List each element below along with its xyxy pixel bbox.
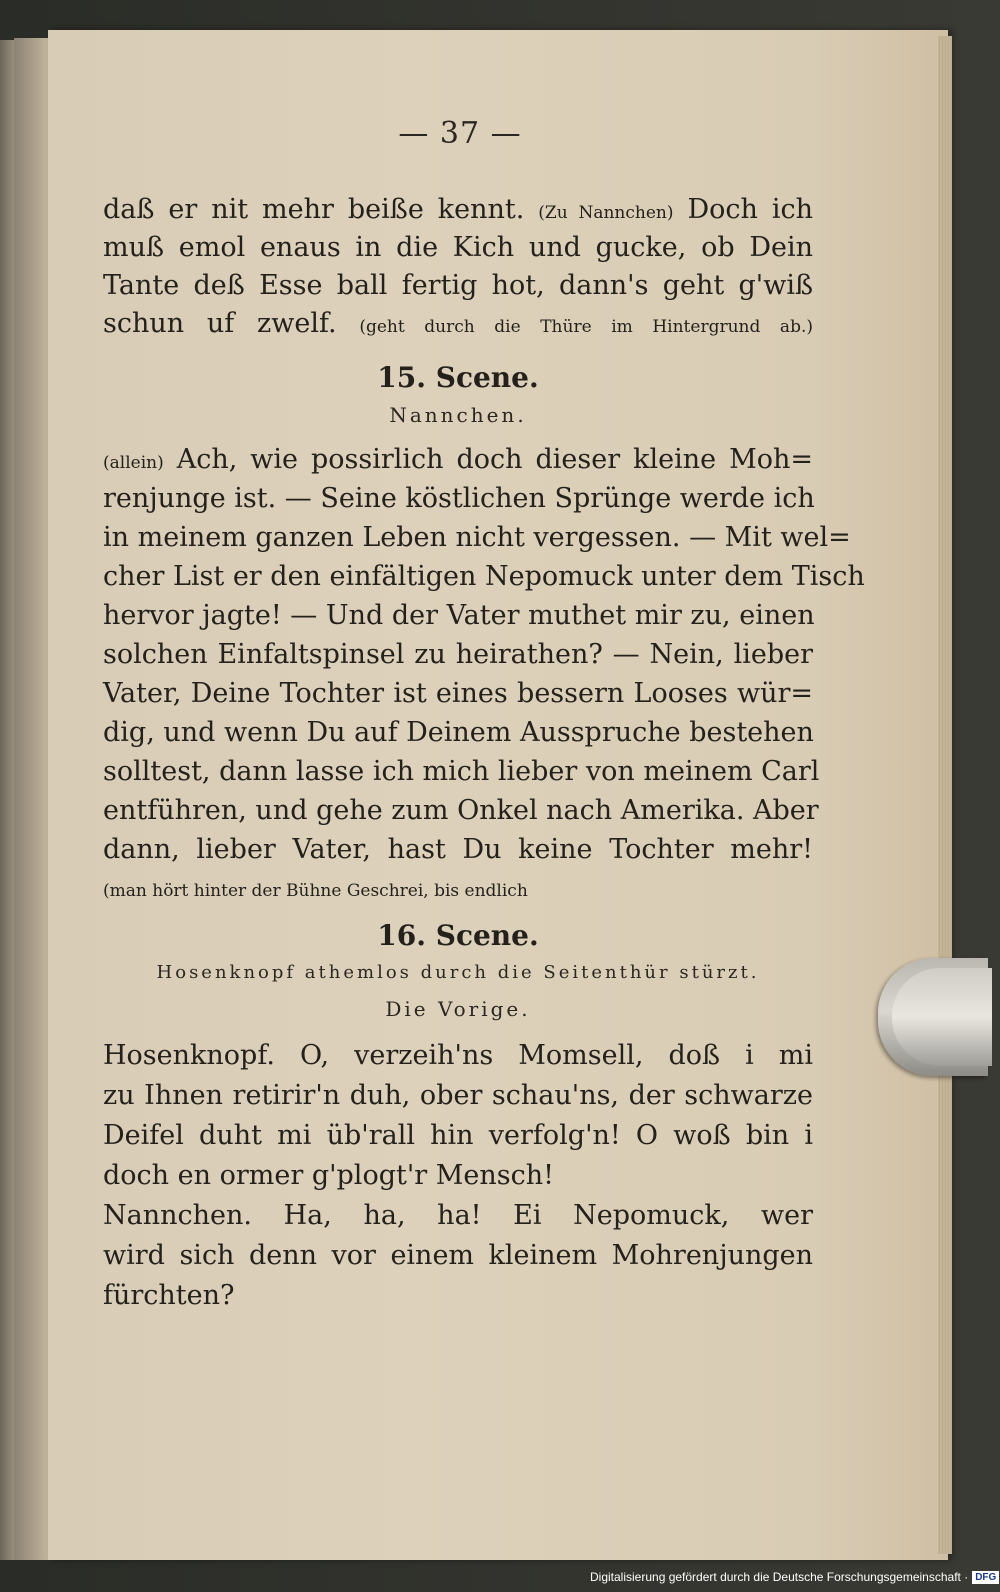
scene-heading: 16. Scene. [377, 919, 539, 952]
text-line: cher List er den einfältigen Nepomuck unter dem Tisch [103, 561, 865, 592]
digitization-credit [590, 1566, 997, 1588]
text-line: daß er nit mehr beiße kennt. (Zu Nannchen) Doch ich [103, 194, 813, 225]
text-line: in meinem ganzen Leben nicht vergessen. — Mit wel= [103, 522, 851, 553]
text-line: Tante deß Esse ball fertig hot, dann's geht g'wiß [103, 270, 813, 301]
text-line: Vater, Deine Tochter ist eines bessern Looses wür= [103, 678, 813, 709]
text-line: muß emol enaus in die Kich und gucke, ob Dein [103, 232, 813, 263]
text-line: entführen, und gehe zum Onkel nach Amerika. Aber [103, 795, 819, 826]
stage-direction: (man hört hinter der Bühne Geschrei, bis endlich [103, 881, 528, 901]
text-line: fürchten? [103, 1280, 235, 1311]
text-line: schun uf zwelf. (geht durch die Thüre im Hintergrund ab.) [103, 308, 813, 339]
text-line: solchen Einfaltspinsel zu heirathen? — Nein, lieber [103, 639, 813, 670]
credit-text: Digitalisierung gefördert durch die Deutsche Forschungsgemeinschaft · [590, 1570, 969, 1584]
text-line: zu Ihnen retirir'n duh, ober schau'ns, der schwarze [103, 1080, 813, 1111]
text-line: renjunge ist. — Seine köstlichen Sprünge werde ich [103, 483, 815, 514]
text-line: doch en ormer g'plogt'r Mensch! [103, 1160, 554, 1191]
scene-heading: 15. Scene. [377, 361, 539, 394]
text-line: solltest, dann lasse ich mich lieber von meinem Carl [103, 756, 820, 787]
text-line: Hosenknopf. O, verzeih'ns Momsell, doß i mi [103, 1040, 813, 1071]
page-stack-edges [938, 36, 952, 1554]
text-line: Deifel duht mi üb'rall hin verfolg'n! O woß bin i [103, 1120, 813, 1151]
dfg-logo-icon: DFG [972, 1571, 999, 1584]
scene-character: Nannchen. [389, 403, 527, 427]
page-clip-highlight [892, 968, 992, 1066]
text-line: dig, und wenn Du auf Deinem Ausspruche bestehen [103, 717, 814, 748]
scene-others: Die Vorige. [385, 997, 531, 1021]
page-number: — 37 — [398, 116, 522, 151]
text-line: Nannchen. Ha, ha, ha! Ei Nepomuck, wer [103, 1200, 813, 1231]
text-line: hervor jagte! — Und der Vater muthet mir zu, einen [103, 600, 815, 631]
text-line: wird sich denn vor einem kleinem Mohrenjungen [103, 1240, 813, 1271]
scene-direction: Hosenknopf athemlos durch die Seitenthür stürzt. [156, 962, 760, 983]
text-line: dann, lieber Vater, hast Du keine Tochter mehr! [103, 834, 813, 865]
text-line: (allein) Ach, wie possirlich doch dieser kleine Moh= [103, 444, 813, 475]
